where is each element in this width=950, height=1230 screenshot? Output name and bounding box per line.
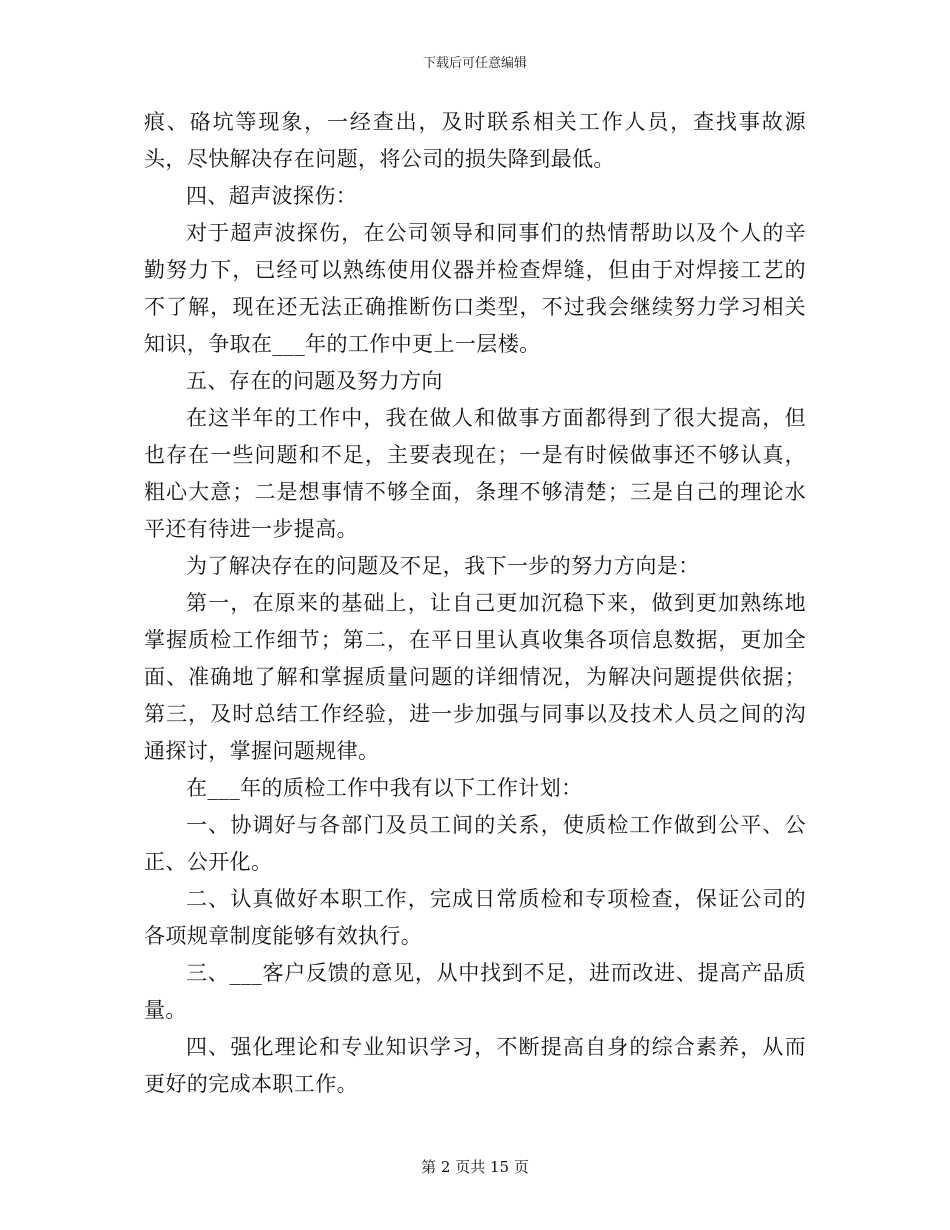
page-header: 下载后可任意编辑 [422, 56, 527, 71]
paragraph-direction-intro: 为了解决存在的问题及不足，我下一步的努力方向是： [186, 554, 700, 578]
plan-item-4: 四、强化理论和专业知识学习，不断提高自身的综合素养，从而更好的完成本职工作。 [144, 1035, 806, 1096]
plan-item-3: 三、___客户反馈的意见，从中找到不足，进而改进、提高产品质量。 [144, 961, 806, 1022]
plan-item-2: 二、认真做好本职工作，完成日常质检和专项检查，保证公司的各项规章制度能够有效执行。 [144, 887, 806, 948]
paragraph-problems: 在这半年的工作中，我在做人和做事方面都得到了很大提高，但也存在一些问题和不足，主要表现在；一是有时候做事还不够认真，粗心大意；二是想事情不够全面，条理不够清楚；三是自己的理论水平还有待进一步提高。 [144, 406, 806, 541]
section-heading-ultrasonic: 四、超声波探伤： [186, 184, 358, 208]
page-number: 第 2 页共 15 页 [421, 1158, 529, 1176]
document-body [144, 104, 806, 1103]
section-heading-problems: 五、存在的问题及努力方向 [186, 369, 443, 393]
paragraph-ultrasonic: 对于超声波探伤，在公司领导和同事们的热情帮助以及个人的辛勤努力下，已经可以熟练使用仪器并检查焊缝，但由于对焊接工艺的不了解，现在还无法正确推断伤口类型，不过我会继续努力学习相关知识，争取在___年的工作中更上一层楼。 [144, 221, 806, 356]
paragraph-directions: 第一，在原来的基础上，让自己更加沉稳下来，做到更加熟练地掌握质检工作细节；第二，在平日里认真收集各项信息数据，更加全面、准确地了解和掌握质量问题的详细情况，为解决问题提供依据；第三，及时总结工作经验，进一步加强与同事以及技术人员之间的沟通探讨，掌握问题规律。 [144, 591, 806, 763]
paragraph-plan-intro: 在___年的质检工作中我有以下工作计划： [186, 776, 583, 800]
paragraph-continuation: 痕、硌坑等现象，一经查出，及时联系相关工作人员，查找事故源头，尽快解决存在问题，将公司的损失降到最低。 [144, 110, 806, 171]
plan-item-1: 一、协调好与各部门及员工间的关系，使质检工作做到公平、公正、公开化。 [144, 813, 806, 874]
